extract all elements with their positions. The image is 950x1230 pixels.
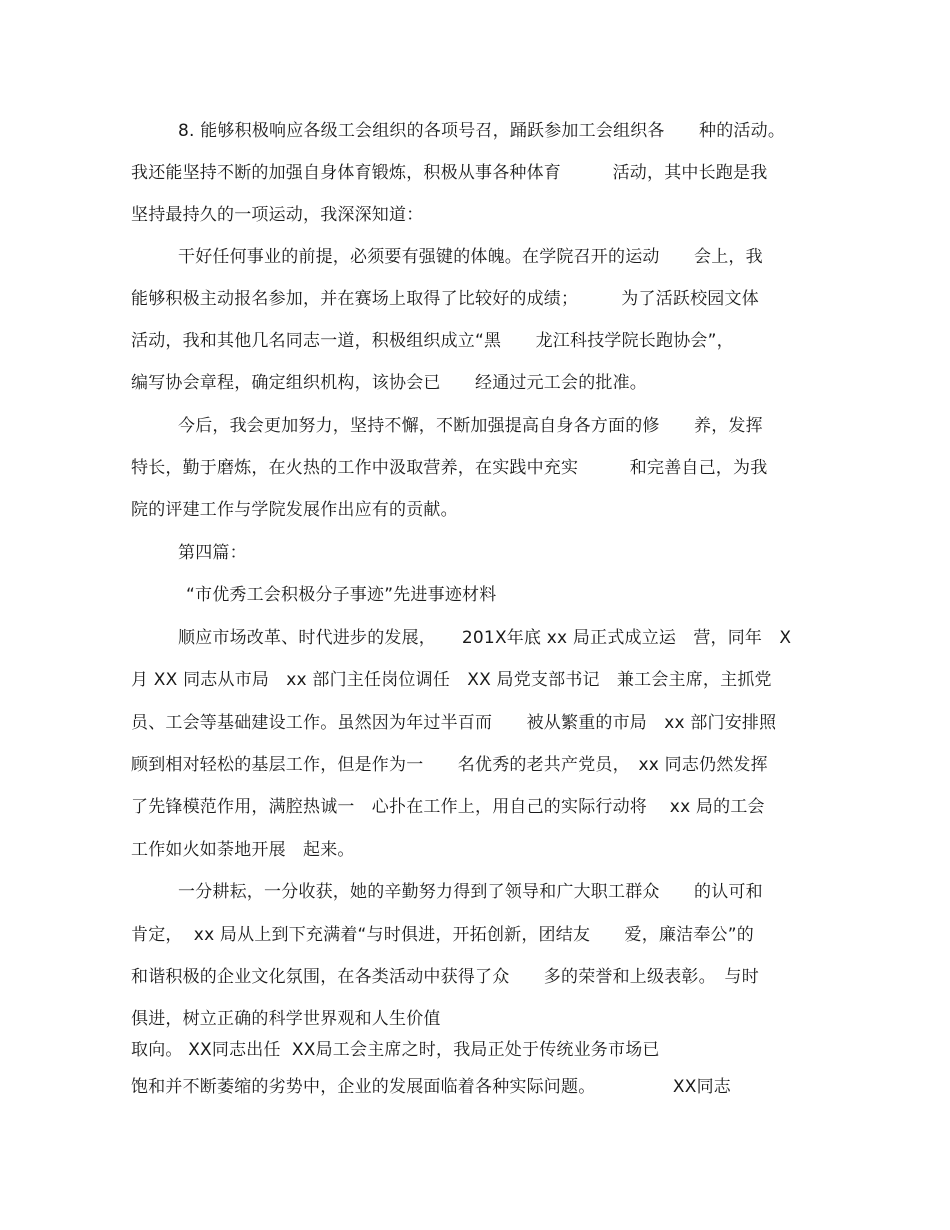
- text-line: 院的评建工作与学院发展作出应有的贡献。: [131, 500, 458, 520]
- text-line: 一分耕耘，一分收获，她的辛勤努力得到了领导和广大职工群众 的认可和: [178, 882, 763, 902]
- text-line: 肯定， xx 局从上到下充满着“与时俱进，开拓创新，团结友 爱，廉洁奉公”的: [131, 925, 754, 945]
- section-title: “市优秀工会积极分子事迹”先进事迹材料: [186, 585, 497, 605]
- text-line: 了先锋模范作用，满腔热诚一 心扑在工作上，用自己的实际行动将 xx 局的工会: [131, 797, 765, 817]
- text-line: 特长，勤于磨炼，在火热的工作中汲取营养，在实践中充实 和完善自己，为我: [131, 458, 768, 478]
- text-line: 今后，我会更加努力，坚持不懈，不断加强提高自身各方面的修 养，发挥: [178, 416, 763, 436]
- text-line: 俱进，树立正确的科学世界观和人生价值: [131, 1009, 441, 1029]
- text-line: 我还能坚持不断的加强自身体育锻炼，积极从事各种体育 活动，其中长跑是我: [131, 163, 768, 183]
- section-heading: 第四篇：: [178, 543, 247, 563]
- text-line: 员、工会等基础建设工作。虽然因为年过半百而 被从繁重的市局 xx 部门安排照: [131, 713, 777, 733]
- text-line: 工作如火如荼地开展 起来。: [131, 840, 355, 860]
- text-line: 饱和并不断萎缩的劣势中，企业的发展面临着各种实际问题。 XX同志: [131, 1077, 731, 1097]
- text-line: 取向。 XX同志出任 XX局工会主席之时，我局正处于传统业务市场已: [131, 1040, 660, 1060]
- text-line: 和谐积极的企业文化氛围，在各类活动中获得了众 多的荣誉和上级表彰。 与时: [131, 967, 759, 987]
- text-line: 顾到相对轻松的基层工作，但是作为一 名优秀的老共产党员， xx 同志仍然发挥: [131, 755, 768, 775]
- text-line: 坚持最持久的一项运动，我深深知道：: [131, 205, 424, 225]
- text-line: 编写协会章程，确定组织机构，该协会已 经通过元工会的批准。: [131, 373, 647, 393]
- text-line: 月 XX 同志从市局 xx 部门主任岗位调任 XX 局党支部书记 兼工会主席，主抓党: [131, 670, 772, 690]
- text-line: 能够积极主动报名参加，并在赛场上取得了比较好的成绩； 为了活跃校园文体: [131, 289, 759, 309]
- text-line: 8. 能够积极响应各级工会组织的各项号召，踊跃参加工会组织各 种的活动。: [178, 121, 786, 141]
- text-line: 干好任何事业的前提，必须要有强键的体魄。在学院召开的运动 会上，我: [178, 247, 763, 267]
- text-line: 顺应市场改革、时代进步的发展， 201X年底 xx 局正式成立运 营，同年 X: [178, 628, 792, 648]
- text-line: 活动，我和其他几名同志一道，积极组织成立“黑 龙江科技学院长跑协会”，: [131, 331, 734, 351]
